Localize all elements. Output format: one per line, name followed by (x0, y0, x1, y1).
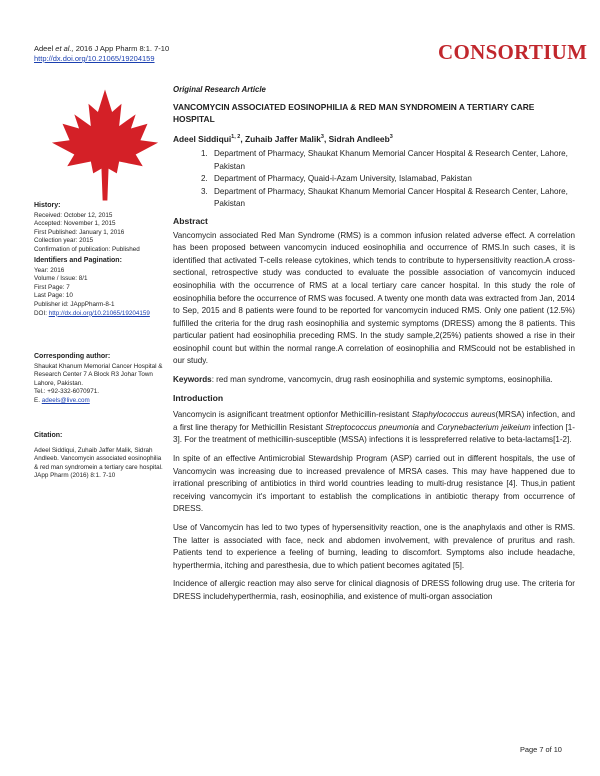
intro-paragraph: In spite of an effective Antimicrobial Stewardship Program (ASP) carried out in different hospitals, the use of Vancomycin was increasing due to increased prevalence of MRSA cases. This may have happened due to irrational prescribing of antibiotics in third world countries leading to multi-drug resistance [4]. Thus,in patient receiving vancomycin it's important to establish the complications in antibiotic therapy from occurrence of DRESS. (173, 454, 575, 514)
identifier-line: Publisher id: JAppPharm-8-1 (34, 300, 115, 308)
identifier-line: First Page: 7 (34, 283, 70, 291)
author-name: Zuhaib Jaffer Malik (245, 133, 321, 144)
keywords-list: : red man syndrome, vancomycin, drug rash eosinophilia and systemic symptoms, eosinophilia. (211, 375, 553, 385)
author-sup: 1, 2 (231, 133, 241, 140)
citation-author: Adeel (34, 44, 54, 53)
identifier-line: Year: 2016 (34, 266, 65, 274)
email-link[interactable]: adeels@live.com (41, 396, 90, 404)
identifiers-section (34, 257, 166, 318)
affiliation-item: 3. Department of Pharmacy, Shaukat Khanum Memorial Cancer Hospital & Research Center, Lahore, Pakistan (210, 186, 575, 211)
citation-etal: et al., (55, 44, 74, 53)
journal-citation (34, 44, 169, 64)
history-heading: History: (34, 202, 61, 209)
history-line: Accepted: November 1, 2015 (34, 220, 116, 228)
organism-name: Corynebacterium jeikeium (437, 422, 531, 432)
intro-text: Vancomycin is asignificant treatment optionfor Methicillin-resistant (173, 410, 412, 420)
affiliation-list (173, 148, 575, 211)
organism-name: Streptococcus pneumonia (325, 422, 419, 432)
email-prefix: E. (34, 396, 42, 404)
page-number: Page 7 of 10 (520, 745, 562, 754)
history-line: First Published: January 1, 2016 (34, 228, 125, 236)
publisher-logo: CONSORTIUM (438, 40, 588, 64)
corresponding-address: Shaukat Khanum Memorial Cancer Hospital & Research Center 7 A Block R3 Johar Town Lahore, Pakistan. (34, 362, 163, 387)
article-body (173, 84, 575, 604)
author-list: Adeel Siddiqui$^{1, 2}$, Zuhaib Jaffer Malik$^3$, Sidrah Andleeb$^3$ (173, 133, 393, 144)
abstract-heading: Abstract (173, 215, 208, 226)
corresponding-email (34, 397, 166, 406)
history-line: Collection year: 2015 (34, 237, 94, 245)
keywords-label: Keywords (173, 375, 212, 385)
author-name: Adeel Siddiqui (173, 133, 232, 144)
identifiers-heading: Identifiers and Pagination: (34, 257, 122, 264)
introduction-heading: Introduction (173, 392, 224, 403)
intro-text: (MRSA) infection, and a first line therapy for Methicillin Resistant (173, 410, 576, 432)
abstract-text: Vancomycin associated Red Man Syndrome (RMS) is a common infusion related adverse effect. A correlation has been proposed between vancomycin induced eosinophilia and occurrence of RMS.In such cases, it is identified that activated T-cells release cytokines, which tends to contribute to hypersensitivity reaction.A cross-sectional, retrospective study was conducted to evaluate the possible association of vancomycin induced eosinophilia with the occurrence of RMS at a local tertiary care cancer hospital. In this study the role of eosinophilia before the occurrence of RMS was focused. A twenty one month data was extracted from Jan, 2014 to Sep, 2015 and 8 patients were found to be reported for vancomycin induced RMS. Only one patient (12.5%) fulfilled the criteria for the drug rash eosinophilia and systemic symptoms (DRESS) among the 8 patients. This particular patient had eosinophilia preceding RMS. In the study sample,2(25%) patients showed a rise in their eosinophil count but within the normal range.A correlation of eosinophilia and RMScould not be established in our study. (173, 230, 575, 366)
doi-prefix: DOI: (34, 309, 49, 317)
identifier-line: Volume / Issue: 8/1 (34, 275, 88, 283)
affiliation-item: 2. Department of Pharmacy, Quaid-i-Azam University, Islamabad, Pakistan (210, 173, 575, 186)
organism-name: Staphylococcus aureus (411, 410, 496, 420)
maple-leaf-icon (44, 86, 166, 204)
doi-link[interactable]: http://dx.doi.org/10.21065/19204159 (34, 54, 155, 63)
history-line: Confirmation of publication: Published (34, 245, 140, 253)
corresponding-heading: Corresponding author: (34, 353, 111, 360)
citation-text: Adeel Siddiqui, Zuhaib Jaffer Malik, Sidrah Andleeb. Vancomycin associated eosinophilia & red man syndromein a tertiary care hospital. JApp Pharm (2016) 8:1. 7-10 (34, 446, 163, 480)
citation-heading: Citation: (34, 432, 63, 439)
citation-details: 2016 J App Pharm 8:1. 7-10 (75, 44, 170, 53)
intro-text: and (418, 422, 438, 432)
corresponding-section (34, 353, 166, 406)
corresponding-phone: Tel.: +92-332-6070971. (34, 388, 99, 396)
article-title: VANCOMYCIN ASSOCIATED EOSINOPHILIA & RED MAN SYNDROMEIN A TERTIARY CARE HOSPITAL (173, 101, 535, 124)
history-line: Received: October 12, 2015 (34, 211, 113, 219)
intro-paragraph (173, 409, 575, 447)
intro-text: infection [1-3]. For the treatment of methicillin-susceptible (MSSA) infections it is lesspreferred relative to beta-lactams[1-2]. (173, 422, 575, 445)
history-section (34, 202, 166, 255)
author-name: Sidrah Andleeb (328, 133, 390, 144)
intro-paragraph: Use of Vancomycin has led to two types of hypersensitivity reaction, one is the anaphylaxis and other is RMS. The latter is associated with face, neck and abdomen involvement, with prevalence of pruritus and rash. Patients tend to experience a feeling of burning, leading to discomfort. Symptoms also include headache, hyperthermia, itching and paresthesia, due to which patient becomes agitated [5]. (173, 523, 575, 570)
affiliation-item: 1. Department of Pharmacy, Shaukat Khanum Memorial Cancer Hospital & Research Center, Lahore, Pakistan (210, 148, 575, 173)
citation-section (34, 432, 166, 481)
identifier-doi (34, 310, 166, 319)
keywords (173, 374, 575, 387)
intro-paragraph: Incidence of allergic reaction may also serve for clinical diagnosis of DRESS following drug use. The criteria for DRESS includehyperthermia, rash, eosinophilia, and existence of multi-organ association (173, 579, 575, 601)
author-sup: 3 (320, 133, 324, 140)
sidebar-doi-link[interactable]: http://dx.doi.org/10.21065/19204159 (48, 309, 150, 317)
article-type: Original Research Article (173, 85, 266, 94)
identifier-line: Last Page: 10 (34, 292, 73, 300)
author-sup: 3 (389, 133, 393, 140)
